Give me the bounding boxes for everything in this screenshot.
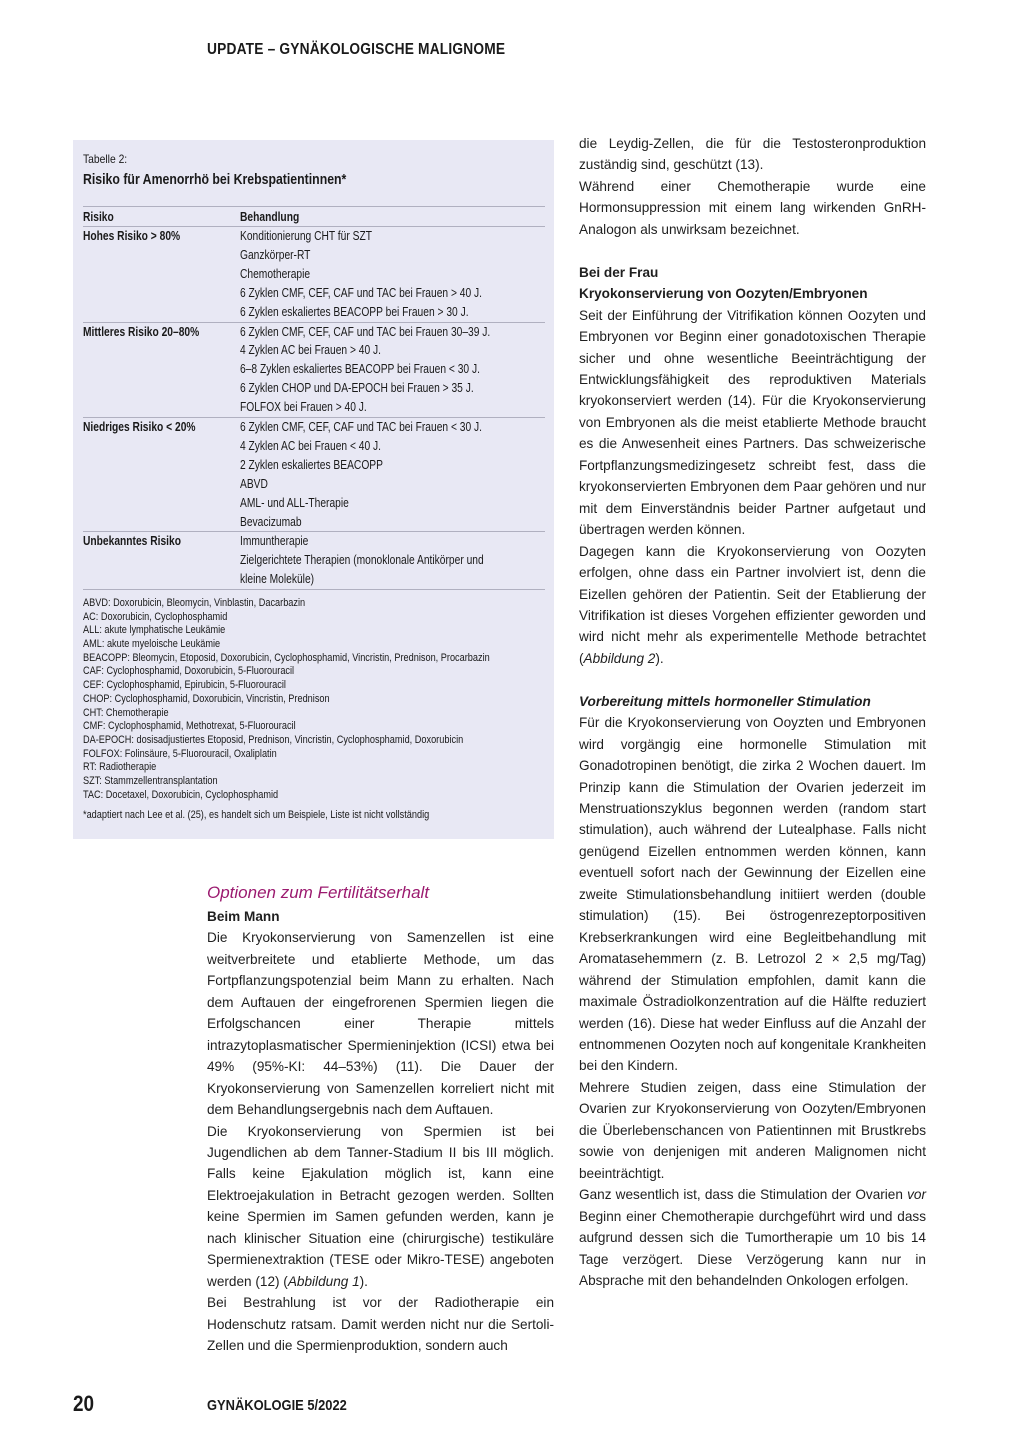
paragraph: Die Kryokonservierung von Spermien ist bei Jugendlichen ab dem Tanner-Stadium II bis III möglich. Falls keine Ejakulation möglich ist, kann eine Elektroejakulation in Betracht gezogen werden. Sollten keine Spermien im Samen gefunden werden, kann je nach klinischer Situation eine (chirurgische) testikuläre Spermienextraktion (TESE oder Mikro-TESE) angeboten werden (12) (Abbildung 1). [207,1123,554,1289]
table-row [83,323,545,419]
table-footnote: *adaptiert nach Lee et al. (25), es handelt sich um Beispiele, Liste ist nicht vollständig [83,809,430,821]
treatment-cell: 6 Zyklen CMF, CEF, CAF und TAC bei Frauen < 30 J. [240,420,483,434]
treatment-cell: 4 Zyklen AC bei Frauen > 40 J. [240,343,382,358]
subhead-woman: Bei der Frau [579,264,659,280]
table-title-wrap [83,171,404,189]
header-risk: Risiko [83,210,114,224]
treatment-cell: Konditionierung CHT für SZT [240,229,372,243]
abbreviation-item: AML: akute myeloische Leukämie [83,638,221,651]
table-row [83,418,545,532]
treatment-cell: FOLFOX bei Frauen > 40 J. [240,400,367,415]
abbreviation-item: CEF: Cyclophosphamid, Epirubicin, 5-Fluorouracil [83,679,286,692]
risk-cell: Mittleres Risiko 20–80% [83,324,200,339]
risk-table [83,206,545,590]
treatment-cell: 2 Zyklen eskaliertes BEACOPP [240,457,383,472]
abbreviation-list [83,597,545,802]
treatment-cell: 6 Zyklen eskaliertes BEACOPP bei Frauen > 30 J. [240,304,469,319]
abbreviation-item: BEACOPP: Bleomycin, Etoposid, Doxorubicin, Cyclophosphamid, Vincristin, Prednison, Procarbazin [83,651,490,664]
figure-ref: Abbildung 2 [583,650,656,666]
right-column [579,133,926,1291]
abbreviation-item: ABVD: Doxorubicin, Bleomycin, Vinblastin, Dacarbazin [83,597,306,609]
subhead-cryo: Kryokonservierung von Oozyten/Embryonen [579,286,868,302]
treatment-cell: 6 Zyklen CHOP und DA-EPOCH bei Frauen > 35 J. [240,381,474,396]
paragraph: Bei Bestrahlung ist vor der Radiotherapie ein Hodenschutz ratsam. Damit werden nicht nur die Sertoli-Zellen und die Spermienproduktion, sondern auch [207,1295,554,1354]
paragraph: Dagegen kann die Kryokonservierung von Oozyten erfolgen, ohne dass ein Partner involviert ist, denn die Eizellen gehören der Patientin. Seit der Etablierung der Vitrifikation ist dieses Vorgehen effizienter geworden und wird nicht mehr als experimentelle Methode betrachtet (Abbildung 2). [579,543,926,666]
abbreviation-item: CHOP: Cyclophosphamid, Doxorubicin, Vincristin, Prednison [83,692,330,705]
abbreviation-item: RT: Radiotherapie [83,761,157,774]
risk-cell: Unbekanntes Risiko [83,534,181,549]
abbreviation-item: SZT: Stammzellentransplantation [83,774,218,787]
figure-ref: Abbildung 1 [287,1273,360,1289]
abbreviation-item: ALL: akute lymphatische Leukämie [83,624,226,637]
table-row [83,532,545,590]
abbreviation-item: TAC: Docetaxel, Doxorubicin, Cyclophosphamid [83,788,279,801]
table-label: Tabelle 2: [83,152,128,166]
treatment-cell: Ganzkörper-RT [240,247,311,262]
journal-issue: GYNÄKOLOGIE 5/2022 [207,1397,347,1414]
treatment-cell: Zielgerichtete Therapien (monoklonale Antikörper und [240,553,484,568]
paragraph: Während einer Chemotherapie wurde eine Hormonsuppression mit einem lang wirkenden GnRH-Analogon als unwirksam bezeichnet. [579,178,926,237]
treatment-cell: 6 Zyklen CMF, CEF, CAF und TAC bei Frauen > 40 J. [240,285,483,300]
abbreviation-item: AC: Doxorubicin, Cyclophosphamid [83,610,228,623]
running-head: UPDATE – GYNÄKOLOGISCHE MALIGNOME [207,41,506,58]
page-number: 20 [73,1391,95,1416]
paragraph: die Leydig-Zellen, die für die Testosteronproduktion zuständig sind, geschützt (13). [579,136,926,173]
abbreviation-item: FOLFOX: Folinsäure, 5-Fluorouracil, Oxaliplatin [83,747,277,760]
paragraph: Die Kryokonservierung von Samenzellen ist eine weitverbreitete und etablierte Methode, um das Fortpflanzungspotenzial beim Mann zu erhalten. Nach dem Auftauen der eingefrorenen Spermien liegen die Erfolgschancen einer Therapie mittels intrazytoplasmatischer Spermieninjektion (ICSI) etwa bei 49% (95%-KI: 44–53%) (11). Die Dauer der Kryokonservierung von Samenzellen korreliert nicht mit dem Behandlungsergebnis nach dem Auftauen. [207,930,554,1118]
table-header-row [83,206,545,227]
treatment-cell: 6 Zyklen CMF, CEF, CAF und TAC bei Frauen 30–39 J. [240,324,491,339]
treatment-cell: AML- und ALL-Therapie [240,495,349,510]
treatment-cell: ABVD [240,476,268,491]
abbreviation-item: CHT: Chemotherapie [83,706,169,719]
treatment-cell: Bevacizumab [240,514,302,529]
risk-cell: Niedriges Risiko < 20% [83,420,196,434]
abbreviation-item: DA-EPOCH: dosisadjustiertes Etoposid, Prednison, Vincristin, Cyclophosphamid, Doxorubicin [83,733,464,746]
paragraph: Seit der Einführung der Vitrifikation können Oozyten und Embryonen vor Beginn einer gonadotoxischen Therapie sicher und ohne wesentliche Beeinträchtigung der Entwicklungsfähigkeit des reproduktiven Materials kryokonserviert werden (14). Für die Kryokonservierung von Embryonen als die meist etablierte Methode braucht es die Anwesenheit eines Partners. Das schweizerische Fortpflanzungsmedizingesetz schreibt fest, dass die kryokonservierten Embryonen dem Paar gehören und nur mit dem Einverständnis beider Partner aufgetaut und übertragen werden können. [579,307,926,538]
header-treatment: Behandlung [240,210,300,224]
abbreviation-item: CMF: Cyclophosphamid, Methotrexat, 5-Fluorouracil [83,720,296,733]
risk-cell: Hohes Risiko > 80% [83,229,181,243]
table-row [83,227,545,323]
subhead-man: Beim Mann [207,909,280,924]
treatment-cell: kleine Moleküle) [240,572,315,587]
treatment-cell: Immuntherapie [240,534,309,549]
emphasis: vor [907,1187,926,1203]
section-title: Optionen zum Fertilitätserhalt [207,883,430,902]
paragraph: Für die Kryokonservierung von Ooyzten und Embryonen wird vorgängig eine hormonelle Stimulation mit Gonadotropinen benötigt, die zirka 2 Wochen dauert. Im Prinzip kann die Stimulation der Ovarien jederzeit im Menstruationszyklus begonnen werden (random start stimulation), auch während der Lutealphase. Falls nicht genügend Eizellen entnommen werden können, kann eventuell sofort nach der Gewinnung der Eizellen eine zweite Stimulationsbehandlung initiiert werden (double stimulation) (15). Bei östrogenrezeptorpositiven Krebserkrankungen wird eine Begleitbehandlung mit Aromatasehemmern (z. B. Letrozol 2 × 2,5 mg/Tag) während der Stimulation empfohlen, damit kann die maximale Östradiolkonzentration auf die Hälfte reduziert werden (16). Diese hat weder Einfluss auf die Anzahl der entnommenen Oozyten noch auf kongenitale Krankheiten bei den Kindern. [579,715,926,1074]
paragraph: Mehrere Studien zeigen, dass eine Stimulation der Ovarien zur Kryokonservierung von Oozyten/Embryonen die Überlebenschancen von Patientinnen mit Brustkrebs sowie von denjenigen mit anderen Malignomen nicht beeinträchtigt. [579,1079,926,1181]
subhead-stimulation: Vorbereitung mittels hormoneller Stimulation [579,693,871,709]
paragraph: Ganz wesentlich ist, dass die Stimulation der Ovarien vor Beginn einer Chemotherapie durchgeführt wird und dass aufgrund dessen sich die Tumortherapie um 10 bis 14 Tage verzögert. Diese Verzögerung kann nur in Absprache mit den behandelnden Onkologen erfolgen. [579,1187,926,1288]
treatment-cell: 6–8 Zyklen eskaliertes BEACOPP bei Frauen < 30 J. [240,362,480,377]
treatment-cell: 4 Zyklen AC bei Frauen < 40 J. [240,438,382,453]
table-title: Risiko für Amenorrhö bei Krebspatientinnen* [83,171,347,188]
left-column [207,906,554,1357]
abbreviation-item: CAF: Cyclophosphamid, Doxorubicin, 5-Fluorouracil [83,665,295,678]
treatment-cell: Chemotherapie [240,266,311,281]
